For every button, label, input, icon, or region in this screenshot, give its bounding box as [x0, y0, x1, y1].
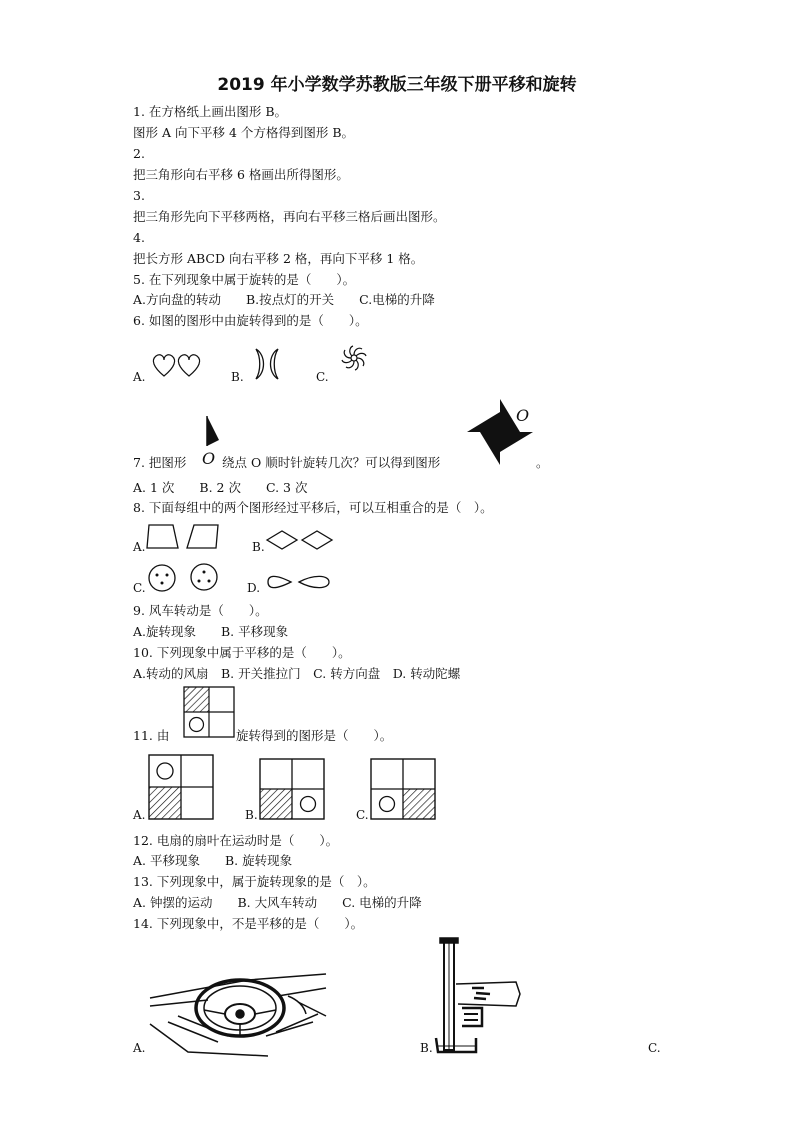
q7-prefix: 7. 把图形: [133, 455, 187, 470]
q7-options: A. 1 次 B. 2 次 C. 3 次: [133, 480, 308, 495]
source-grid-figure: [183, 686, 235, 738]
trapezoid-pair-figure: [146, 522, 222, 552]
q7-suffix: 。: [536, 455, 549, 470]
q14-option-c-label: C.: [648, 1041, 661, 1055]
half-windmill-figure: [204, 414, 222, 452]
q5-options: A.方向盘的转动 B.按点灯的开关 C.电梯的升降: [133, 292, 435, 307]
q5-stem: 5. 在下列现象中属于旋转的是（ ）。: [133, 272, 356, 287]
steering-wheel-illustration: [148, 966, 328, 1058]
q14-stem: 14. 下列现象中，不是平移的是（ ）。: [133, 916, 364, 931]
q11-option-a-label: A.: [133, 808, 146, 822]
q13-options: A. 钟摆的运动 B. 大风车转动 C. 电梯的升降: [133, 895, 422, 910]
dotted-circle-pair-figure: [146, 563, 224, 593]
q9-stem: 9. 风车转动是（ ）。: [133, 603, 268, 618]
q8-stem: 8. 下面每组中的两个图形经过平移后，可以互相重合的是（ ）。: [133, 500, 493, 515]
q6-option-c-label: C.: [316, 370, 329, 384]
q10-stem: 10. 下列现象中属于平移的是（ ）。: [133, 645, 351, 660]
grid-option-b-figure: [259, 758, 325, 820]
q8-option-a-label: A.: [133, 540, 146, 554]
q8-option-b-label: B.: [252, 540, 265, 554]
flagpole-illustration: [432, 938, 524, 1056]
q3-number: 3.: [133, 188, 145, 203]
q12-options: A. 平移现象 B. 旋转现象: [133, 853, 293, 868]
q2-text: 把三角形向右平移 6 格画出所得图形。: [133, 167, 349, 182]
q3-text: 把三角形先向下平移两格，再向右平移三格后画出图形。: [133, 209, 446, 224]
q11-prefix: 11. 由: [133, 728, 170, 743]
q12-stem: 12. 电扇的扇叶在运动时是（ ）。: [133, 833, 339, 848]
grid-option-a-figure: [148, 754, 214, 820]
rotation-center-label-1: O: [202, 449, 216, 468]
page-title: 2019 年小学数学苏教版三年级下册平移和旋转: [217, 75, 577, 95]
q8-option-d-label: D.: [247, 581, 261, 595]
q10-options: A.转动的风扇 B. 开关推拉门 C. 转方向盘 D. 转动陀螺: [133, 666, 461, 681]
grid-option-c-figure: [370, 758, 436, 820]
teardrop-pair-figure: [259, 570, 333, 594]
q1-line1: 1. 在方格纸上画出图形 B。: [133, 104, 288, 119]
q4-number: 4.: [133, 230, 145, 245]
rhombus-pair-figure: [265, 529, 335, 551]
crescent-moons-figure: [252, 347, 282, 381]
spiral-flower-figure: [339, 344, 369, 372]
q11-option-b-label: B.: [245, 808, 258, 822]
q11-option-c-label: C.: [356, 808, 369, 822]
q8-option-c-label: C.: [133, 581, 146, 595]
q7-middle: 绕点 O 顺时针旋转几次？可以得到图形: [222, 455, 441, 470]
q14-option-b-label: B.: [420, 1041, 433, 1055]
q2-number: 2.: [133, 146, 145, 161]
q6-stem: 6. 如图的图形中由旋转得到的是（ ）。: [133, 313, 368, 328]
q11-suffix: 旋转得到的图形是（ ）。: [236, 728, 393, 743]
q6-option-a-label: A.: [133, 370, 146, 384]
q13-stem: 13. 下列现象中，属于旋转现象的是（ ）。: [133, 874, 376, 889]
q14-option-a-label: A.: [133, 1041, 146, 1055]
q4-text: 把长方形 ABCD 向右平移 2 格，再向下平移 1 格。: [133, 251, 424, 266]
rotation-center-label-2: O: [516, 406, 530, 425]
q6-option-b-label: B.: [231, 370, 244, 384]
q9-options: A.旋转现象 B. 平移现象: [133, 624, 289, 639]
q1-line2: 图形 A 向下平移 4 个方格得到图形 B。: [133, 125, 355, 140]
two-hearts-figure: [151, 352, 203, 378]
